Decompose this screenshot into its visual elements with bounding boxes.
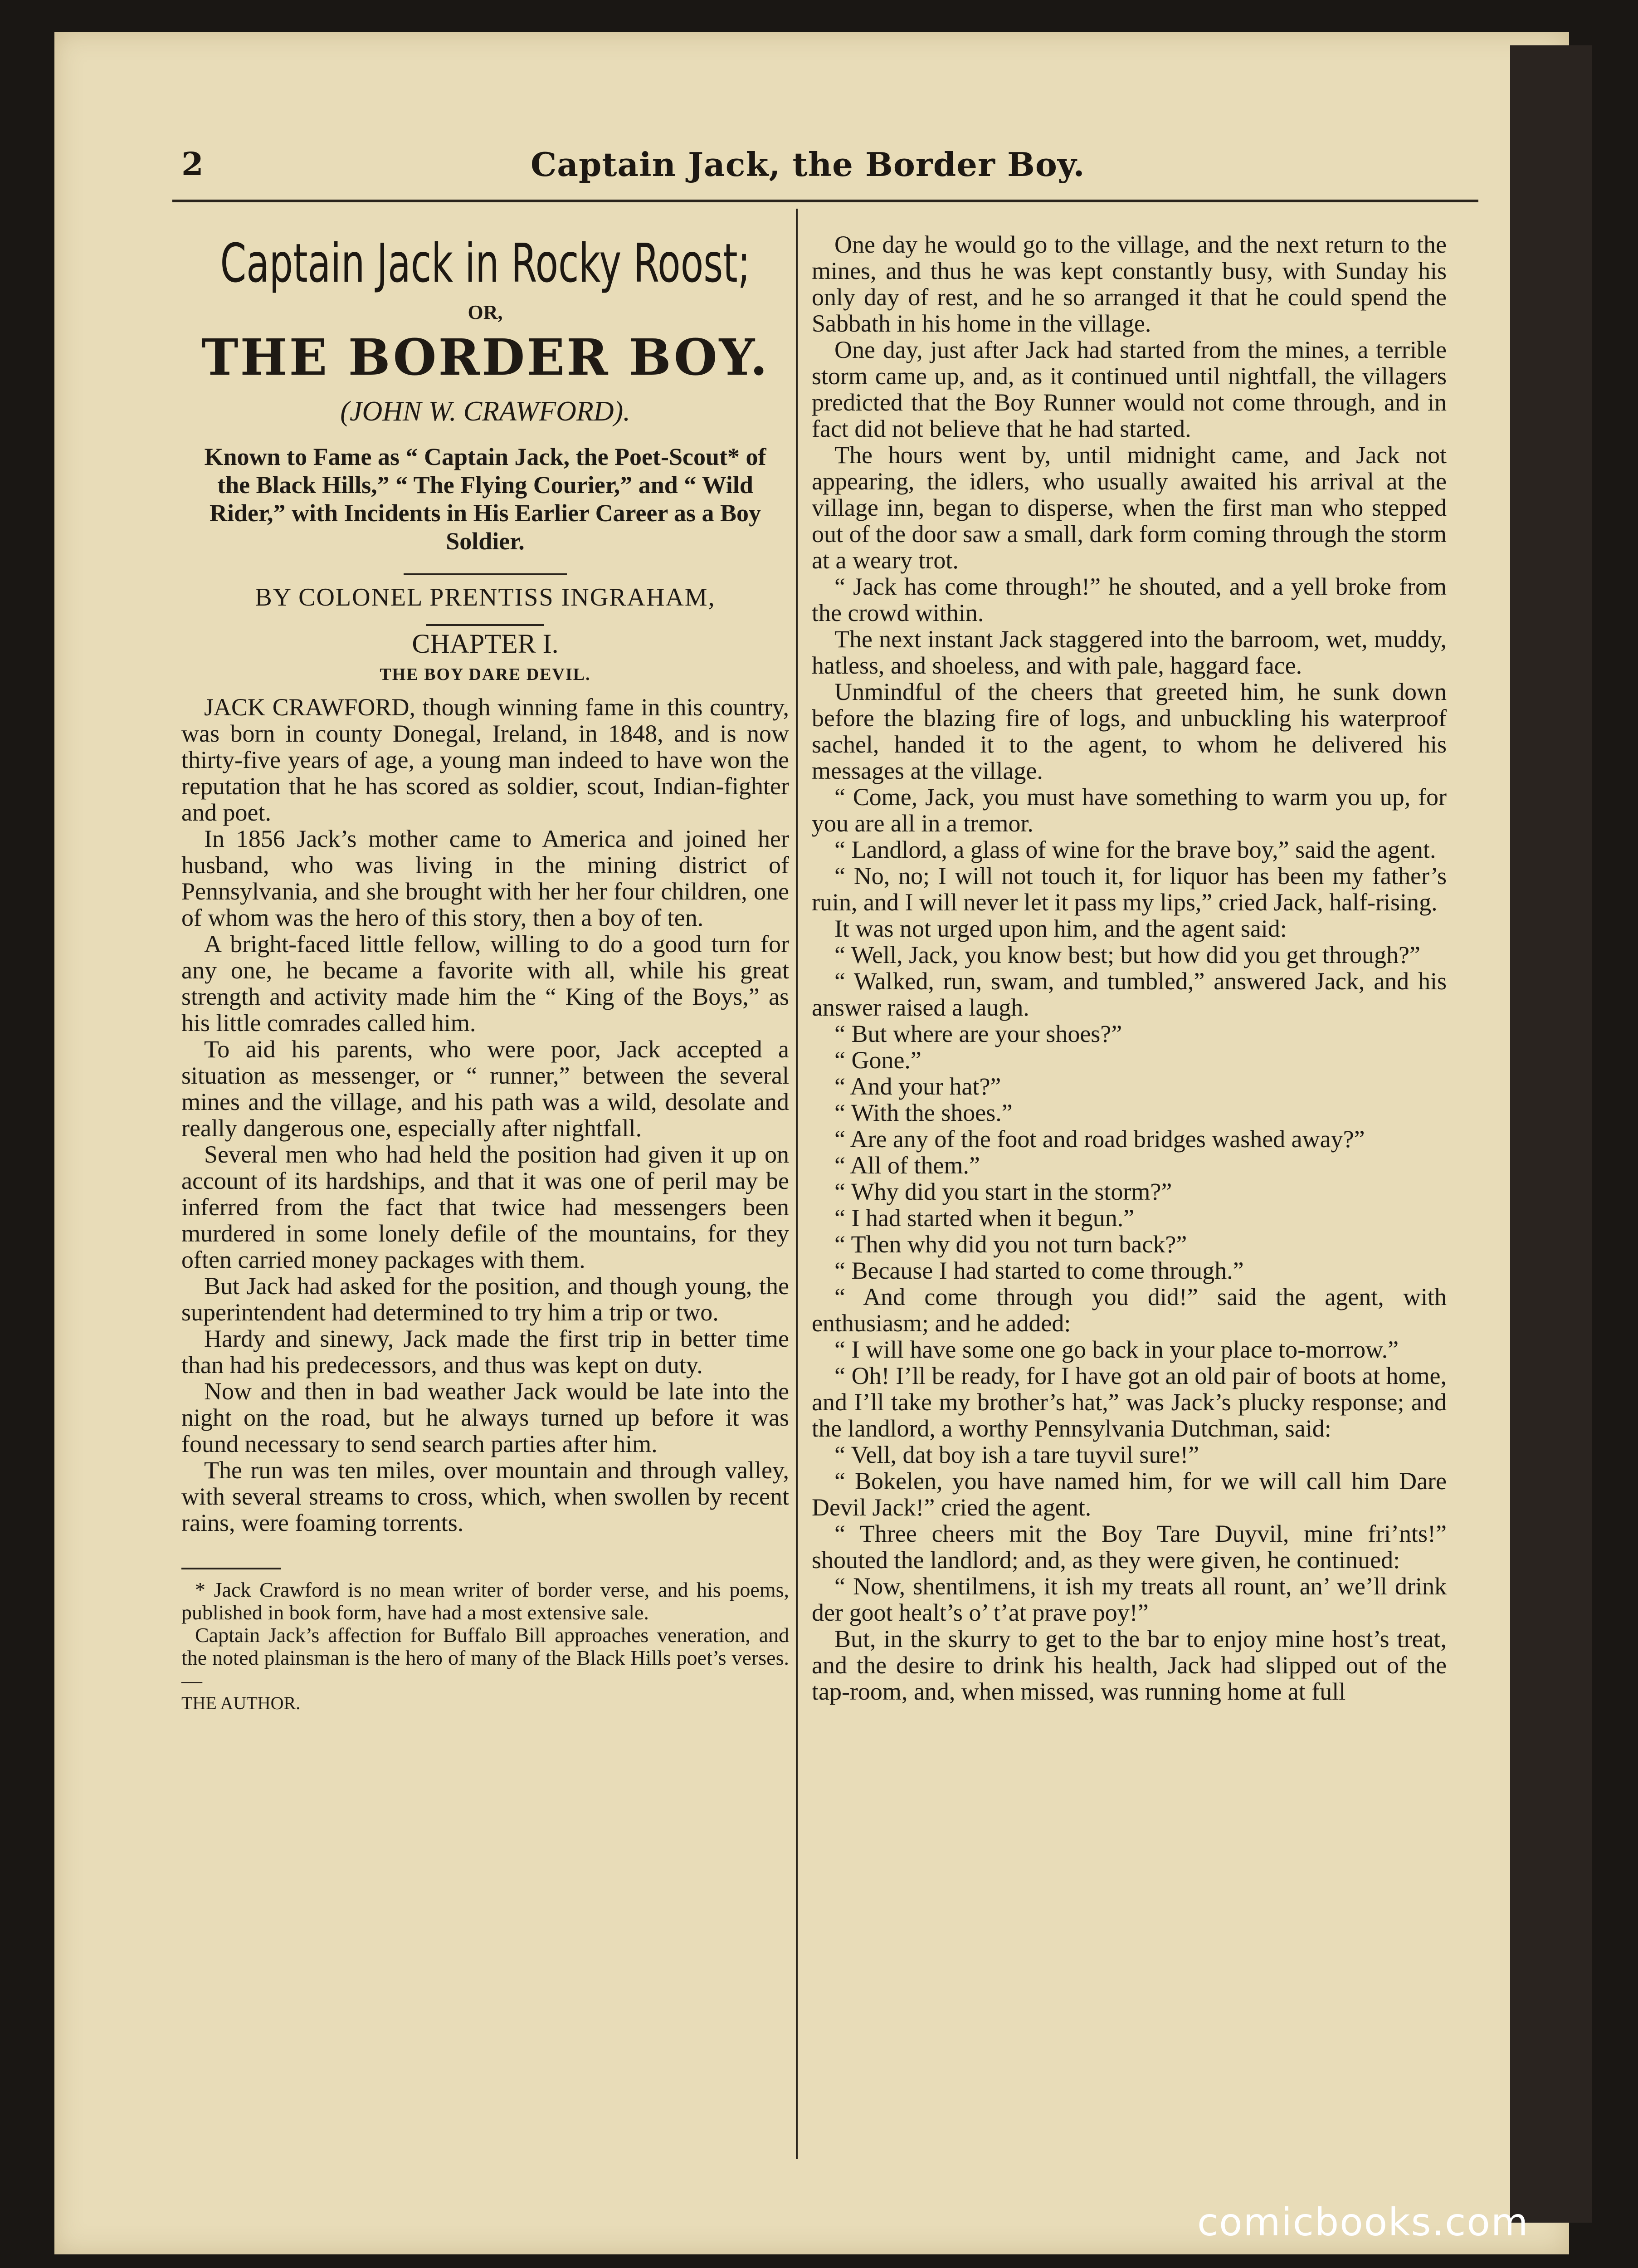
site-watermark: comicbooks.com	[1197, 2200, 1529, 2244]
paragraph: JACK CRAWFORD, though winning fame in this country, was born in county Donegal, Ireland, in 1848, and is now thirty-five years of age, a young man indeed to have won the reputation that he has scored as soldier, scout, Indian-fighter and poet.	[181, 694, 789, 826]
title-or: OR,	[468, 301, 503, 323]
page-number: 2	[181, 145, 204, 183]
paragraph: “ Well, Jack, you know best; but how did you get through?”	[834, 941, 1420, 968]
paragraph: Unmindful of the cheers that greeted him, he sunk down before the blazing fire of logs, and unbuckling his waterproof sachel, handed it to the agent, to whom he delivered his messages at the village.	[812, 678, 1447, 784]
paragraph: “ Come, Jack, you must have something to warm you up, for you are all in a tremor.	[812, 783, 1447, 837]
paragraph: “ Now, shentilmens, it ish my treats all rount, an’ we’ll drink der goot healt’s o’ t’at prave poy!”	[812, 1573, 1447, 1626]
paragraph: “ Then why did you not turn back?”	[834, 1231, 1187, 1258]
paragraph: “ Are any of the foot and road bridges washed away?”	[834, 1125, 1365, 1153]
right-column	[812, 231, 1447, 1705]
paragraph: “ Oh! I’ll be ready, for I have got an old pair of boots at home, and I’ll take my brother’s hat,” was Jack’s plucky response; and the landlord, a worthy Pennsylvania Dutchman, said:	[812, 1362, 1447, 1442]
paragraph: It was not urged upon him, and the agent said:	[834, 915, 1287, 942]
paragraph: In 1856 Jack’s mother came to America and joined her husband, who was living in the mining district of Pennsylvania, and she brought with her her four children, one of whom was the hero of this story, then a boy of ten.	[181, 825, 789, 931]
paragraph: Several men who had held the position had given it up on account of its hardships, and that it was one of peril may be inferred from the fact that twice had messengers been murdered in some lonely defile of the mountains, for they often carried money packages with them.	[181, 1141, 789, 1273]
paragraph: The next instant Jack staggered into the barroom, wet, muddy, hatless, and shoeless, and with pale, haggard face.	[812, 626, 1447, 679]
paragraph: “ Vell, dat boy ish a tare tuyvil sure!”	[834, 1441, 1199, 1468]
byline-rule	[404, 573, 567, 575]
story-title-block	[181, 231, 789, 425]
paragraph: “ Because I had started to come through.”	[834, 1257, 1244, 1284]
running-header	[54, 141, 1569, 200]
paragraph: The hours went by, until midnight came, and Jack not appearing, the idlers, who usually awaited his arrival at the village inn, began to disperse, when the first man who stepped out of the door saw a small, dark form coming through the storm at a weary trot.	[812, 441, 1447, 574]
paragraph: “ And come through you did!” said the agent, with enthusiasm; and he added:	[812, 1283, 1447, 1337]
chapter-subtitle: THE BOY DARE DEVIL.	[380, 665, 591, 684]
paragraph: To aid his parents, who were poor, Jack accepted a situation as messenger, or “ runner,” between the several mines and the village, and his path was a wild, desolate and really dangerous one, especially after nightfall.	[181, 1036, 789, 1142]
paragraph: “ Gone.”	[834, 1046, 921, 1074]
paragraph: One day, just after Jack had started from the mines, a terrible storm came up, and, as it continued until nightfall, the villagers predicted that the Boy Runner would not come through, and in fact did not believe that he had started.	[812, 336, 1447, 442]
paragraph: A bright-faced little fellow, willing to do a good turn for any one, he became a favorite with all, while his great strength and activity made him the “ King of the Boys,” as his little comrades called him.	[181, 930, 789, 1036]
left-column	[181, 231, 789, 1715]
paragraph: One day he would go to the village, and the next return to the mines, and thus he was kept constantly busy, with Sunday his only day of rest, and he so arranged it that he could spend the Sabbath in his home in the village.	[812, 231, 1447, 337]
paragraph: “ And your hat?”	[834, 1073, 1001, 1100]
paragraph: “ Bokelen, you have named him, for we will call him Dare Devil Jack!” cried the agent.	[812, 1467, 1447, 1521]
column-divider	[796, 209, 798, 2159]
paragraph: Now and then in bad weather Jack would be late into the night on the road, but he always turned up before it was found necessary to send search parties after him.	[181, 1378, 789, 1457]
paragraph: “ Three cheers mit the Boy Tare Duyvil, mine fri’nts!” shouted the landlord; and, as they were given, he continued:	[812, 1520, 1447, 1574]
paragraph: “ But where are your shoes?”	[834, 1020, 1122, 1047]
running-title: Captain Jack, the Border Boy.	[531, 145, 1085, 184]
footnote	[181, 1579, 789, 1715]
paragraph: “ With the shoes.”	[834, 1099, 1013, 1126]
paragraph: “ No, no; I will not touch it, for liquor has been my father’s ruin, and I will never let it pass my lips,” cried Jack, half-rising.	[812, 862, 1447, 916]
known-as-blurb: Known to Fame as “ Captain Jack, the Poet-Scout* of the Black Hills,” “ The Flying Courier,” and “ Wild Rider,” with Incidents in His Earlier Career as a Boy Soldier.	[204, 443, 766, 555]
paragraph: But Jack had asked for the position, and though young, the superintendent had determined to try him a trip or two.	[181, 1272, 789, 1326]
paragraph: “ Why did you start in the storm?”	[834, 1178, 1172, 1205]
header-rule	[172, 200, 1478, 202]
footnote-paragraph: Captain Jack’s affection for Buffalo Bill approaches veneration, and the noted plainsman is the hero of many of the Black Hills poet’s verses.—	[181, 1623, 789, 1692]
byline: BY COLONEL PRENTISS INGRAHAM,	[255, 583, 716, 611]
paragraph: Hardy and sinewy, Jack made the first trip in better time than had his predecessors, and thus was kept on duty.	[181, 1325, 789, 1378]
paragraph: “ All of them.”	[834, 1152, 980, 1179]
chapter-heading: CHAPTER I.	[412, 629, 559, 659]
footnote-signature: THE AUTHOR.	[181, 1693, 301, 1713]
paragraph: “ I had started when it begun.”	[834, 1204, 1135, 1232]
paragraph: “ Jack has come through!” he shouted, and a yell broke from the crowd within.	[812, 573, 1447, 626]
paragraph: “ I will have some one go back in your place to-morrow.”	[834, 1336, 1399, 1363]
paragraph: But, in the skurry to get to the bar to enjoy mine host’s treat, and the desire to drink his health, Jack had slipped out of the tap-room, and, when missed, was running home at full	[812, 1625, 1447, 1705]
story-title: Captain Jack in Rocky Roost;	[220, 232, 751, 294]
footnote-rule	[181, 1568, 281, 1569]
chapter-rule	[426, 624, 544, 626]
footnote-paragraph: * Jack Crawford is no mean writer of border verse, and his poems, published in book form, have had a most extensive sale.	[181, 1578, 789, 1624]
paragraph: “ Walked, run, swam, and tumbled,” answered Jack, and his answer raised a laugh.	[812, 968, 1447, 1021]
paragraph: The run was ten miles, over mountain and through valley, with several streams to cross, which, when swollen by recent rains, were foaming torrents.	[181, 1457, 789, 1536]
torn-edge	[1510, 45, 1592, 2223]
subject-name: (JOHN W. CRAWFORD).	[340, 396, 630, 427]
story-subtitle: THE BORDER BOY.	[201, 328, 770, 386]
paragraph: “ Landlord, a glass of wine for the brave boy,” said the agent.	[834, 836, 1436, 863]
